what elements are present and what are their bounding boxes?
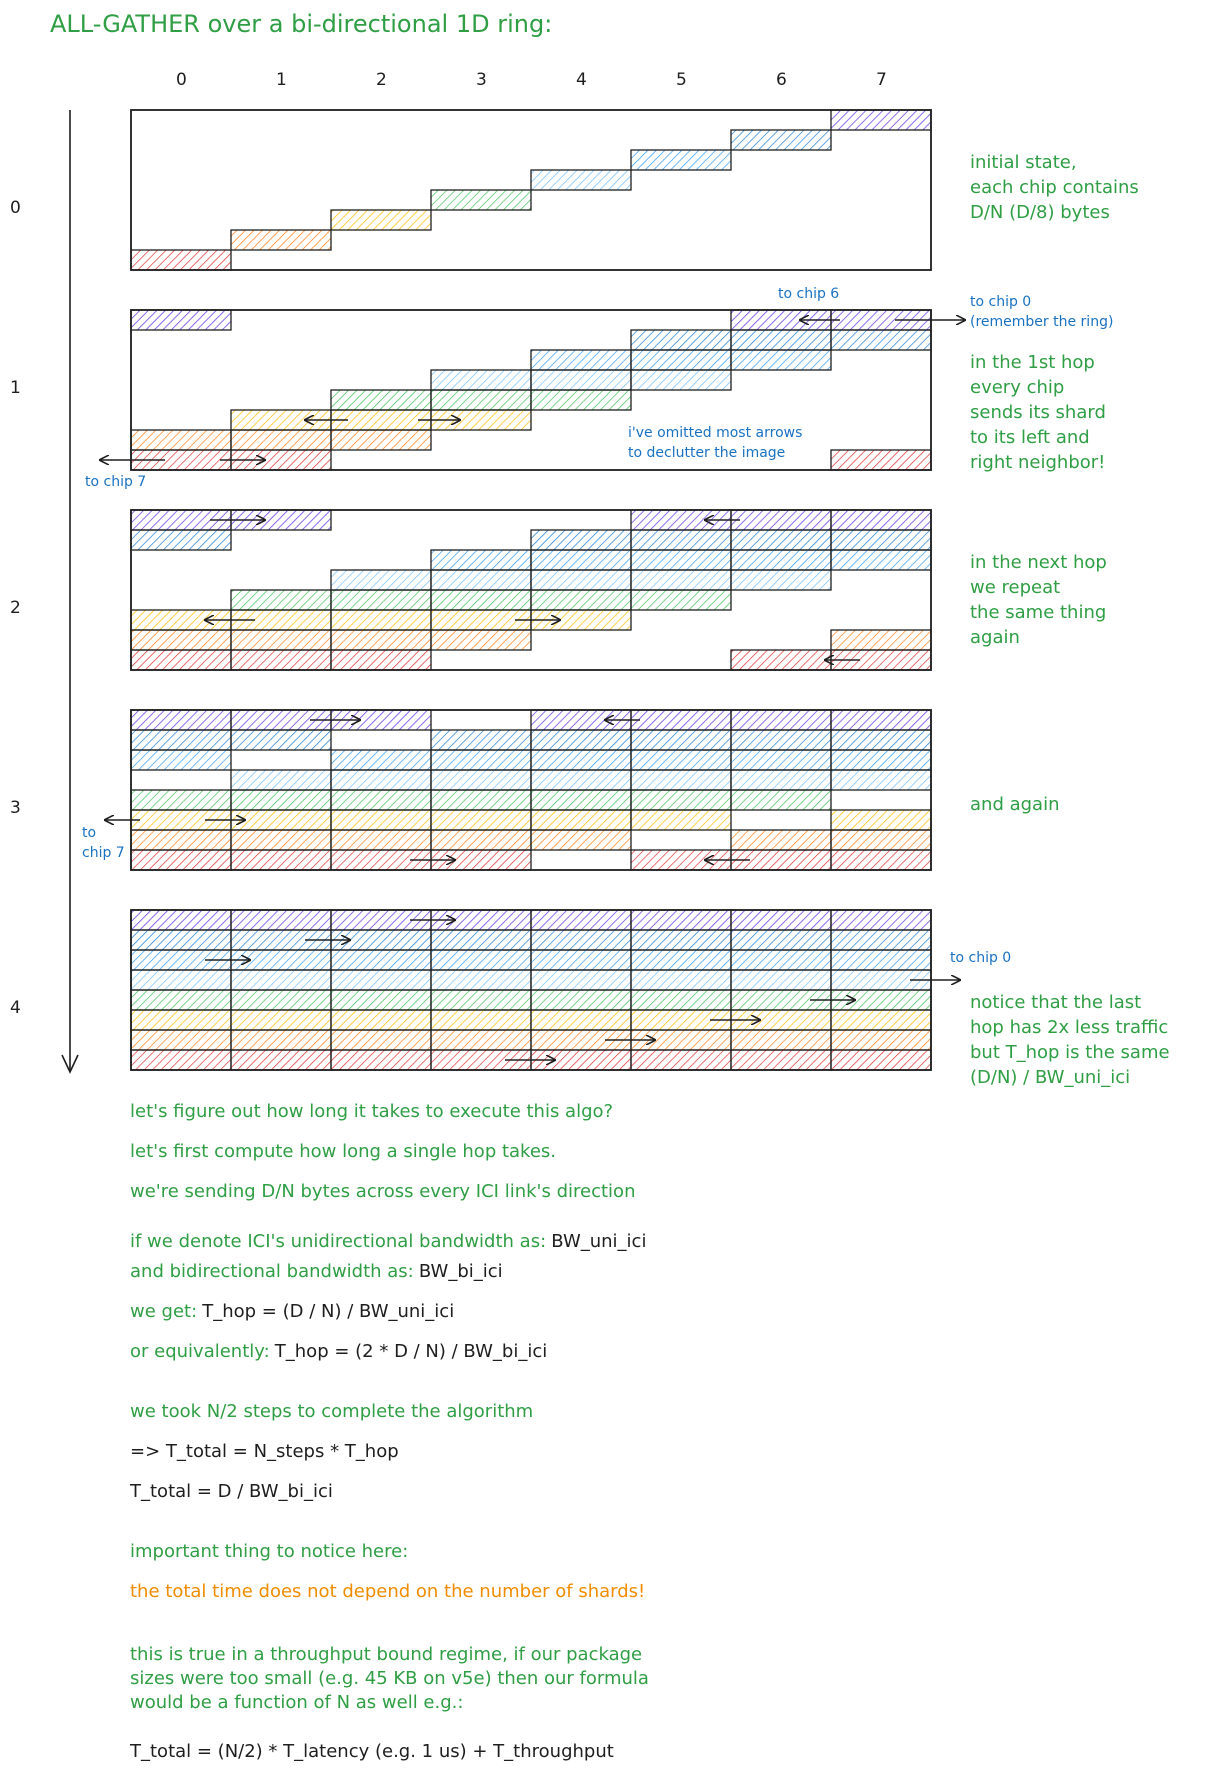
label-to-chip-7-step3: to chip 7 <box>82 825 125 861</box>
shard-block-orange <box>531 830 631 850</box>
shard-block-green <box>431 790 531 810</box>
shard-block-green <box>231 590 331 610</box>
label-to-chip-0: to chip 0 <box>950 950 1012 966</box>
shard-block-blue <box>131 730 231 750</box>
chip-header-1: 1 <box>276 70 287 90</box>
shard-block-orange <box>431 1030 531 1050</box>
shard-block-yellow <box>231 1010 331 1030</box>
shard-block-yellow <box>631 810 731 830</box>
shard-block-blue <box>731 730 831 750</box>
shard-block-blue <box>131 530 231 550</box>
shard-block-blue <box>531 730 631 750</box>
shard-block-green <box>331 590 431 610</box>
shard-block-cyan <box>631 350 731 370</box>
shard-block-purple <box>831 710 931 730</box>
shard-block-lightblue <box>531 770 631 790</box>
shard-block-yellow <box>131 1010 231 1030</box>
shard-block-lightblue <box>531 970 631 990</box>
shard-block-cyan <box>331 750 431 770</box>
shard-block-yellow <box>831 810 931 830</box>
shard-block-lightblue <box>431 570 531 590</box>
explain-line-14: T_total = (N/2) * T_latency (e.g. 1 us) + T_throughput <box>130 1741 614 1762</box>
shard-block-red <box>731 650 831 670</box>
shard-block-lightblue <box>631 370 731 390</box>
shard-block-purple <box>731 510 831 530</box>
shard-block-blue <box>831 730 931 750</box>
shard-block-blue <box>631 530 731 550</box>
step-header-1: 1 <box>10 378 21 398</box>
shard-block-red <box>231 650 331 670</box>
shard-block-purple <box>631 710 731 730</box>
explain-line-13: this is true in a throughput bound regime, if our package sizes were too small (e.g. 45 KB on v5e) then our formula would be a function of N as well e.g.: <box>130 1644 649 1713</box>
shard-block-lightblue <box>731 570 831 590</box>
shard-block-lightblue <box>631 770 731 790</box>
shard-block-cyan <box>631 950 731 970</box>
shard-block-yellow <box>831 1010 931 1030</box>
shard-block-orange <box>231 430 331 450</box>
shard-block-blue <box>131 930 231 950</box>
explain-line-12-highlight: the total time does not depend on the number of shards! <box>130 1581 646 1602</box>
shard-block-orange <box>331 1030 431 1050</box>
explain-line-10: T_total = D / BW_bi_ici <box>130 1481 333 1502</box>
shard-block-lightblue <box>731 970 831 990</box>
shard-block-orange <box>831 1030 931 1050</box>
explain-line-7: or equivalently: T_hop = (2 * D / N) / BW_bi_ici <box>130 1341 548 1362</box>
shard-block-orange <box>331 430 431 450</box>
shard-block-green <box>331 390 431 410</box>
shard-block-orange <box>231 1030 331 1050</box>
shard-block-red <box>331 1050 431 1070</box>
shard-block-cyan <box>531 550 631 570</box>
chip-header-2: 2 <box>376 70 387 90</box>
shard-block-green <box>331 990 431 1010</box>
shard-block-blue <box>731 930 831 950</box>
shard-block-orange <box>231 230 331 250</box>
shard-block-purple <box>631 910 731 930</box>
label-omitted-arrows: i've omitted most arrows to declutter the image <box>628 425 803 461</box>
shard-block-orange <box>231 830 331 850</box>
shard-block-red <box>831 1050 931 1070</box>
shard-block-orange <box>831 830 931 850</box>
shard-block-lightblue <box>531 370 631 390</box>
shard-block-lightblue <box>231 970 331 990</box>
shard-block-lightblue <box>331 770 431 790</box>
shard-block-lightblue <box>431 970 531 990</box>
shard-block-blue <box>431 730 531 750</box>
shard-block-lightblue <box>431 770 531 790</box>
note-step1: in the 1st hop every chip sends its shard to its left and right neighbor! <box>970 352 1106 473</box>
shard-block-cyan <box>731 550 831 570</box>
shard-block-lightblue <box>731 770 831 790</box>
shard-block-yellow <box>231 810 331 830</box>
explain-line-11: important thing to notice here: <box>130 1541 409 1562</box>
shard-block-blue <box>731 130 831 150</box>
shard-block-green <box>431 990 531 1010</box>
shard-block-cyan <box>331 950 431 970</box>
shard-block-blue <box>531 930 631 950</box>
shard-block-yellow <box>531 810 631 830</box>
explain-line-5: and bidirectional bandwidth as: BW_bi_ici <box>130 1261 503 1282</box>
shard-block-lightblue <box>531 170 631 190</box>
shard-block-blue <box>731 330 831 350</box>
shard-block-purple <box>731 710 831 730</box>
shard-block-orange <box>331 630 431 650</box>
shard-block-lightblue <box>531 570 631 590</box>
shard-block-cyan <box>731 350 831 370</box>
shard-block-lightblue <box>331 570 431 590</box>
shard-block-yellow <box>331 810 431 830</box>
shard-block-green <box>731 790 831 810</box>
shard-block-green <box>131 990 231 1010</box>
shard-block-cyan <box>431 750 531 770</box>
shard-block-cyan <box>431 550 531 570</box>
shard-block-red <box>131 1050 231 1070</box>
shard-block-orange <box>831 630 931 650</box>
shard-block-green <box>631 790 731 810</box>
shard-block-purple <box>131 910 231 930</box>
shard-block-red <box>131 650 231 670</box>
shard-block-green <box>131 790 231 810</box>
shard-block-green <box>531 590 631 610</box>
shard-block-orange <box>331 830 431 850</box>
shard-block-blue <box>831 530 931 550</box>
shard-block-blue <box>431 930 531 950</box>
shard-block-green <box>531 390 631 410</box>
shard-block-lightblue <box>231 770 331 790</box>
chip-header-7: 7 <box>876 70 887 90</box>
shard-block-orange <box>431 830 531 850</box>
shard-block-green <box>231 990 331 1010</box>
shard-block-cyan <box>531 950 631 970</box>
shard-block-purple <box>831 510 931 530</box>
step-header-4: 4 <box>10 998 21 1018</box>
chip-header-5: 5 <box>676 70 687 90</box>
shard-block-cyan <box>631 750 731 770</box>
shard-block-green <box>431 590 531 610</box>
note-step0: initial state, each chip contains D/N (D/8) bytes <box>970 152 1139 223</box>
explain-line-8: we took N/2 steps to complete the algorithm <box>130 1401 534 1422</box>
label-to-chip-6: to chip 6 <box>778 286 840 302</box>
shard-block-purple <box>131 710 231 730</box>
shard-block-orange <box>731 1030 831 1050</box>
shard-block-purple <box>131 310 231 330</box>
chip-header-3: 3 <box>476 70 487 90</box>
explain-line-1: let's figure out how long it takes to execute this algo? <box>130 1101 614 1122</box>
shard-block-yellow <box>431 1010 531 1030</box>
shard-block-cyan <box>831 950 931 970</box>
chip-header-0: 0 <box>176 70 187 90</box>
shard-block-yellow <box>331 610 431 630</box>
shard-block-blue <box>731 530 831 550</box>
explain-line-6: we get: T_hop = (D / N) / BW_uni_ici <box>130 1301 455 1322</box>
shard-block-yellow <box>331 1010 431 1030</box>
explain-line-9: => T_total = N_steps * T_hop <box>130 1441 399 1462</box>
chip-header-4: 4 <box>576 70 587 90</box>
shard-block-blue <box>631 330 731 350</box>
shard-block-green <box>331 790 431 810</box>
explain-line-4: if we denote ICI's unidirectional bandwidth as: BW_uni_ici <box>130 1231 647 1252</box>
shard-block-blue <box>231 730 331 750</box>
shard-block-orange <box>731 830 831 850</box>
shard-block-red <box>831 850 931 870</box>
shard-block-blue <box>831 930 931 950</box>
note-step4: notice that the last hop has 2x less traffic but T_hop is the same (D/N) / BW_uni_ici <box>970 992 1170 1088</box>
shard-block-yellow <box>531 1010 631 1030</box>
step-header-2: 2 <box>10 598 21 618</box>
shard-block-green <box>631 590 731 610</box>
shard-block-lightblue <box>431 370 531 390</box>
shard-block-orange <box>131 430 231 450</box>
shard-block-cyan <box>531 750 631 770</box>
shard-block-red <box>131 250 231 270</box>
shard-block-yellow <box>431 810 531 830</box>
shard-block-cyan <box>731 950 831 970</box>
shard-block-green <box>231 790 331 810</box>
shard-block-lightblue <box>131 970 231 990</box>
shard-block-cyan <box>731 750 831 770</box>
shard-block-lightblue <box>831 770 931 790</box>
shard-block-cyan <box>631 550 731 570</box>
shard-block-red <box>331 650 431 670</box>
shard-block-red <box>131 850 231 870</box>
shard-block-red <box>231 850 331 870</box>
shard-block-lightblue <box>631 970 731 990</box>
shard-block-cyan <box>131 750 231 770</box>
chip-header-6: 6 <box>776 70 787 90</box>
shard-block-purple <box>231 910 331 930</box>
shard-block-purple <box>531 910 631 930</box>
shard-block-blue <box>631 730 731 750</box>
shard-block-purple <box>731 910 831 930</box>
shard-block-lightblue <box>331 970 431 990</box>
shard-block-blue <box>631 930 731 950</box>
label-to-chip-0-ring: to chip 0 (remember the ring) <box>970 294 1114 330</box>
shard-block-red <box>231 1050 331 1070</box>
shard-block-purple <box>831 110 931 130</box>
shard-block-orange <box>131 830 231 850</box>
diagram-title: ALL-GATHER over a bi-directional 1D ring: <box>50 10 553 38</box>
shard-block-cyan <box>531 350 631 370</box>
shard-block-blue <box>831 330 931 350</box>
shard-block-red <box>831 450 931 470</box>
shard-block-cyan <box>431 950 531 970</box>
shard-block-green <box>431 190 531 210</box>
shard-block-cyan <box>831 750 931 770</box>
note-step2: in the next hop we repeat the same thing again <box>970 552 1107 648</box>
shard-block-purple <box>831 910 931 930</box>
shard-block-yellow <box>331 210 431 230</box>
note-step3: and again <box>970 794 1060 815</box>
shard-block-orange <box>131 1030 231 1050</box>
shard-block-orange <box>431 630 531 650</box>
shard-block-blue <box>531 530 631 550</box>
shard-block-green <box>631 990 731 1010</box>
shard-block-red <box>631 1050 731 1070</box>
step-header-3: 3 <box>10 798 21 818</box>
shard-block-lightblue <box>631 570 731 590</box>
shard-block-orange <box>231 630 331 650</box>
label-to-chip-7: to chip 7 <box>85 474 147 490</box>
shard-block-green <box>431 390 531 410</box>
explain-line-3: we're sending D/N bytes across every ICI link's direction <box>130 1181 636 1202</box>
shard-block-green <box>531 990 631 1010</box>
shard-block-cyan <box>631 150 731 170</box>
explain-line-2: let's first compute how long a single hop takes. <box>130 1141 557 1162</box>
shard-block-red <box>731 1050 831 1070</box>
step-header-0: 0 <box>10 198 21 218</box>
shard-block-green <box>531 790 631 810</box>
shard-block-cyan <box>831 550 931 570</box>
shard-block-orange <box>131 630 231 650</box>
